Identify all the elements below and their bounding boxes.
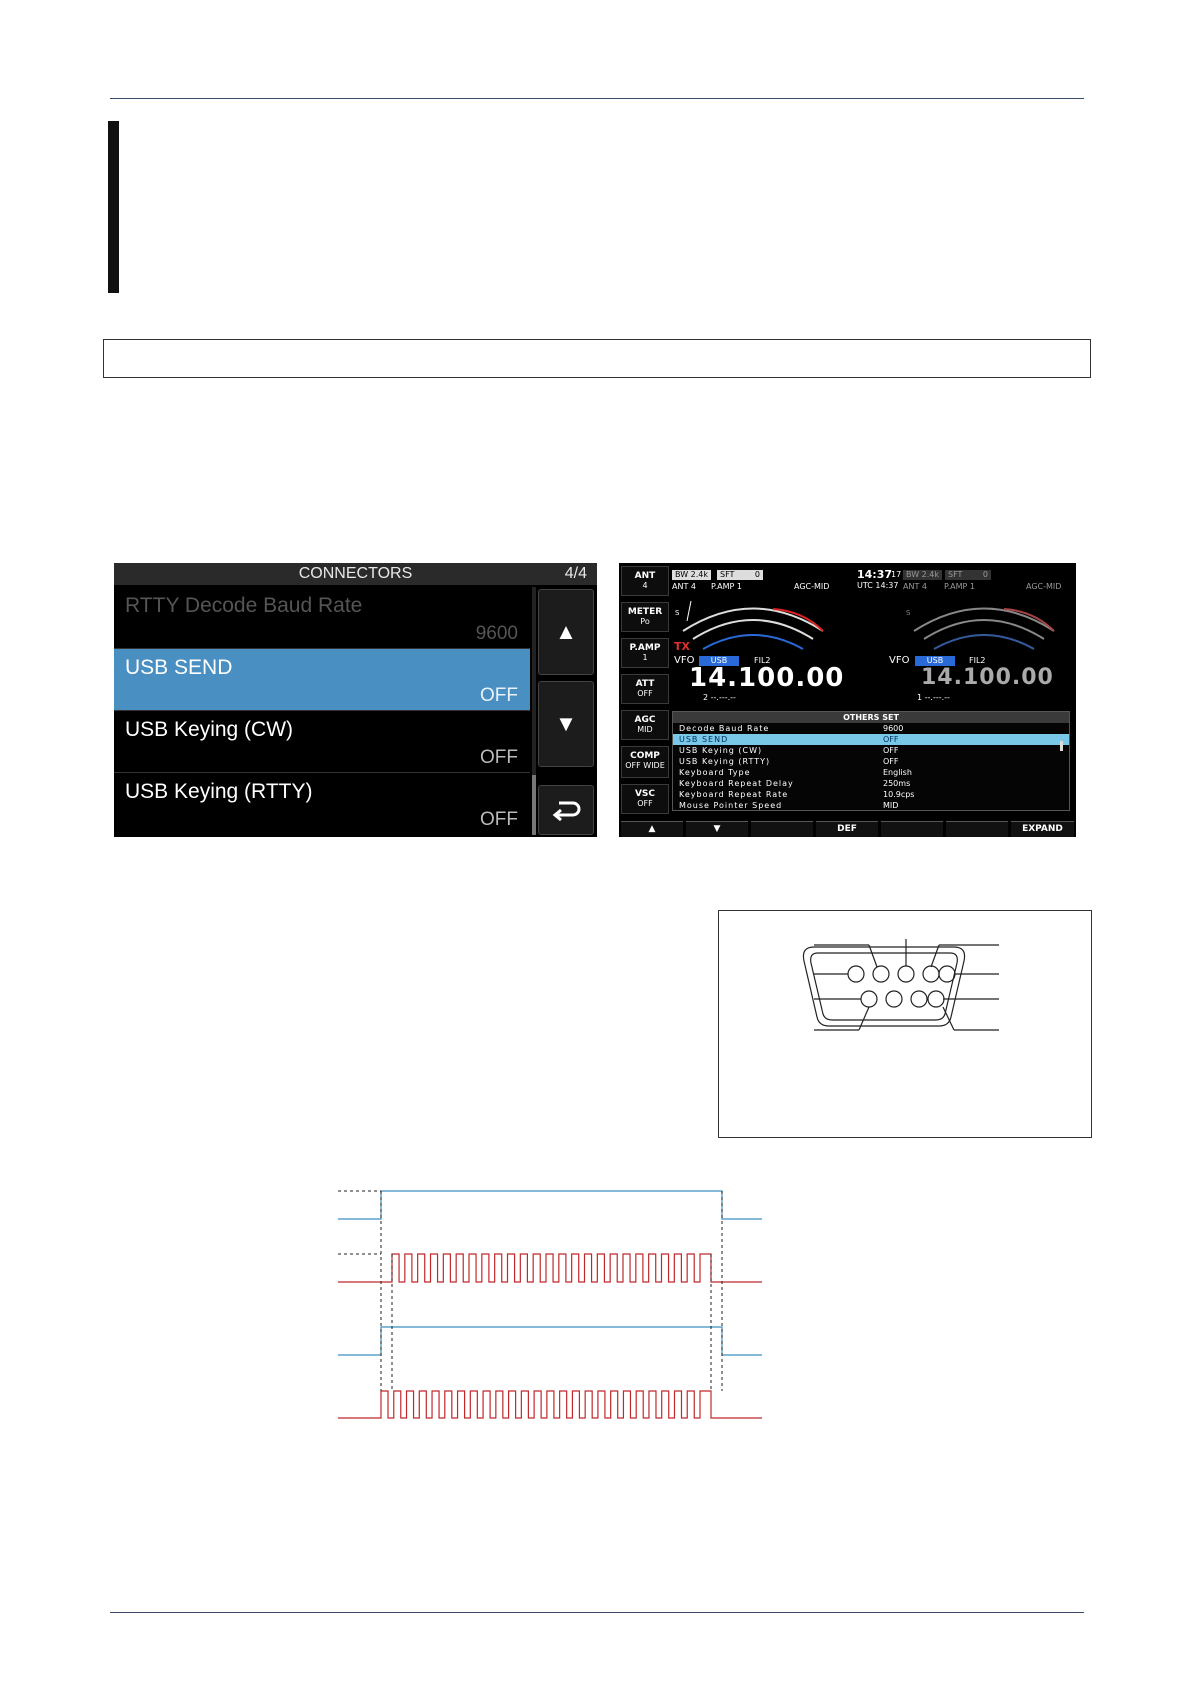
timing-guides <box>338 1191 722 1391</box>
sub-sft-badge <box>945 570 991 580</box>
menu-item-label: RTTY Decode Baud Rate <box>125 594 363 617</box>
up-arrow-icon: ▲ <box>555 619 577 644</box>
sub-pamp-label: P.AMP 1 <box>944 582 975 591</box>
expand-button[interactable] <box>1011 821 1074 837</box>
screen-header <box>114 563 597 585</box>
menu-item-label: USB Keying (RTTY) <box>125 780 313 803</box>
button-value: MID <box>637 725 653 734</box>
up-arrow-icon: ▲ <box>648 824 656 834</box>
connector-diagram-box <box>718 910 1092 1138</box>
main-bw-badge: BW 2.4k <box>672 570 711 580</box>
section-marker-bar <box>108 121 119 293</box>
table-row[interactable] <box>673 745 1069 756</box>
sub-fil-label: FIL2 <box>969 656 986 665</box>
utc-time: UTC 14:37 <box>857 581 899 590</box>
clock-time: 14:37 <box>857 568 893 581</box>
main-pamp-label: P.AMP 1 <box>711 582 742 591</box>
signal-1-blue <box>338 1191 762 1219</box>
table-row[interactable] <box>673 778 1069 789</box>
row-value: 9600 <box>883 724 904 733</box>
sub-frequency: 14.100.00 <box>921 665 1054 690</box>
ant-button[interactable] <box>621 566 669 596</box>
svg-text:S: S <box>675 609 680 617</box>
header-rule <box>110 98 1084 99</box>
main-ant-label: ANT 4 <box>672 582 696 591</box>
soft-button-3[interactable] <box>751 821 813 837</box>
agc-button[interactable] <box>621 710 669 740</box>
button-name: AGC <box>634 715 656 725</box>
table-scrollbar[interactable] <box>1060 741 1063 751</box>
button-value: OFF <box>637 689 653 698</box>
main-memory-label: 2 --.---.-- <box>703 693 736 702</box>
button-value: OFF WIDE <box>625 761 665 770</box>
menu-item-usb-send[interactable] <box>114 649 530 711</box>
button-name: VSC <box>634 789 656 799</box>
screen-title: CONNECTORS <box>298 565 413 582</box>
table-row[interactable] <box>673 800 1069 811</box>
row-key: Keyboard Type <box>679 768 751 777</box>
button-label: DEF <box>837 824 857 834</box>
menu-item-rtty-decode-baud-rate[interactable] <box>114 587 530 649</box>
button-value: OFF <box>637 799 653 808</box>
button-name: ANT <box>634 571 656 581</box>
table-title: OTHERS SET <box>673 712 1069 723</box>
row-key: USB Keying (RTTY) <box>679 757 771 766</box>
row-key: USB SEND <box>679 735 729 744</box>
table-row-selected[interactable] <box>673 734 1069 745</box>
main-sft-badge <box>717 570 763 580</box>
row-value: MID <box>883 801 899 810</box>
menu-item-label: USB SEND <box>125 656 233 679</box>
scrollbar[interactable] <box>532 587 536 835</box>
row-key: Keyboard Repeat Delay <box>679 779 794 788</box>
connectors-screen <box>114 563 597 837</box>
menu-item-value: OFF <box>480 747 518 768</box>
sft-value: 0 <box>982 570 988 579</box>
menu-item-label: USB Keying (CW) <box>125 718 294 741</box>
table-row[interactable] <box>673 789 1069 800</box>
dsub-connector-diagram <box>719 911 1091 1137</box>
def-button[interactable] <box>816 821 878 837</box>
footer-rule <box>110 1612 1084 1613</box>
sub-s-meter <box>904 591 1064 656</box>
button-name: ATT <box>635 679 655 689</box>
table-row[interactable] <box>673 756 1069 767</box>
sub-vfo-label: VFO <box>889 655 910 666</box>
button-value: 1 <box>642 653 648 662</box>
others-set-screen <box>619 563 1076 837</box>
menu-item-usb-keying-rtty[interactable] <box>114 773 530 834</box>
row-value: 250ms <box>883 779 911 788</box>
soft-down-button[interactable] <box>686 821 748 837</box>
sub-mode-badge: USB <box>915 656 955 666</box>
main-vfo-label: VFO <box>674 655 695 666</box>
row-value: OFF <box>883 735 899 744</box>
page-indicator: 4/4 <box>564 565 587 582</box>
button-name: COMP <box>630 751 660 761</box>
meter-button[interactable] <box>621 602 669 632</box>
att-button[interactable] <box>621 674 669 704</box>
scroll-up-button[interactable] <box>538 589 594 675</box>
menu-item-value: 9600 <box>475 623 518 644</box>
return-arrow-icon <box>551 799 581 821</box>
vsc-button[interactable] <box>621 784 669 814</box>
section-title-box <box>103 339 1091 378</box>
signal-2-red <box>338 1254 762 1282</box>
others-set-table <box>672 711 1070 811</box>
row-value: 10.9cps <box>883 790 915 799</box>
svg-text:S: S <box>906 609 911 617</box>
button-value: Po <box>640 617 650 626</box>
scroll-down-button[interactable] <box>538 681 594 767</box>
down-arrow-icon: ▼ <box>713 824 721 834</box>
menu-item-value: OFF <box>480 809 518 830</box>
row-key: USB Keying (CW) <box>679 746 763 755</box>
down-arrow-icon: ▼ <box>555 711 577 736</box>
table-row[interactable] <box>673 723 1069 734</box>
button-label: EXPAND <box>1022 824 1063 834</box>
back-button[interactable] <box>538 785 594 835</box>
row-value: OFF <box>883 757 899 766</box>
row-key: Keyboard Repeat Rate <box>679 790 789 799</box>
row-key: Decode Baud Rate <box>679 724 770 733</box>
signal-3-blue <box>338 1327 762 1355</box>
menu-item-usb-keying-cw[interactable] <box>114 711 530 773</box>
button-name: P.AMP <box>629 643 661 653</box>
menu-item-value: OFF <box>480 685 518 706</box>
main-fil-label: FIL2 <box>754 656 771 665</box>
comp-button[interactable] <box>621 746 669 778</box>
sft-label: SFT <box>720 570 735 579</box>
sft-label: SFT <box>948 570 963 579</box>
sft-value: 0 <box>754 570 760 579</box>
table-row[interactable] <box>673 767 1069 778</box>
sub-ant-label: ANT 4 <box>903 582 927 591</box>
button-value: 4 <box>642 581 648 590</box>
soft-button-5[interactable] <box>881 821 943 837</box>
soft-up-button[interactable] <box>621 821 683 837</box>
sub-bw-badge: BW 2.4k <box>903 570 942 580</box>
main-s-meter <box>673 591 833 656</box>
main-agc-label: AGC-MID <box>794 582 830 591</box>
main-frequency: 14.100.00 <box>689 663 845 693</box>
row-key: Mouse Pointer Speed <box>679 801 783 810</box>
row-value: OFF <box>883 746 899 755</box>
signal-4-red <box>338 1391 762 1418</box>
button-name: METER <box>627 607 663 617</box>
clock-seconds: 17 <box>891 570 902 579</box>
sub-memory-label: 1 --.---.-- <box>917 693 950 702</box>
row-value: English <box>883 768 912 777</box>
soft-button-6[interactable] <box>946 821 1008 837</box>
tx-indicator: TX <box>674 640 690 653</box>
sub-agc-label: AGC-MID <box>1026 582 1062 591</box>
pamp-button[interactable] <box>621 638 669 668</box>
main-mode-badge: USB <box>699 656 739 666</box>
